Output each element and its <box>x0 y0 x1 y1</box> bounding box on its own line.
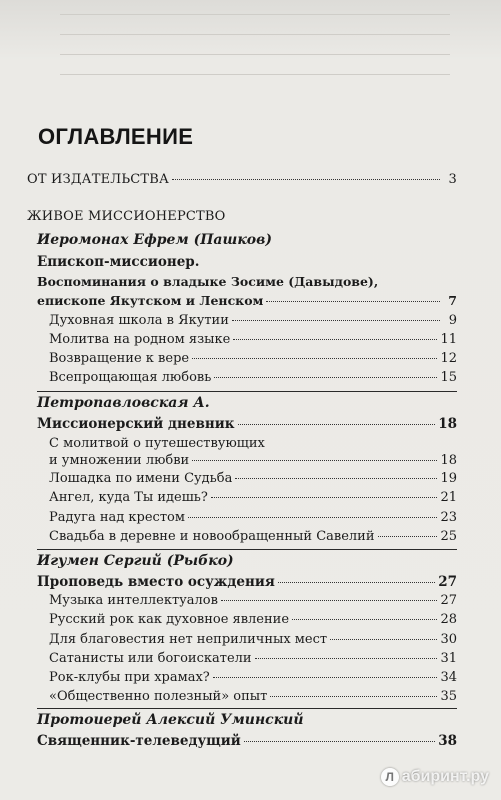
leader-dots <box>232 320 440 321</box>
page-number: 19 <box>440 471 457 486</box>
leader-dots <box>238 424 436 425</box>
section-divider <box>37 549 457 550</box>
page-number: 30 <box>440 632 457 647</box>
leader-dots <box>233 339 437 340</box>
page-number: 7 <box>448 293 457 308</box>
page-number: 3 <box>448 172 457 187</box>
bleed-through-line <box>60 54 450 55</box>
page-number: 18 <box>440 453 457 468</box>
toc-entry[interactable]: Молитва на родном языке 11 <box>49 332 457 347</box>
toc-entry[interactable]: Возвращение к вере 12 <box>49 351 457 366</box>
page-number: 12 <box>440 351 457 366</box>
toc-heading: ОГЛАВЛЕНИЕ <box>38 124 194 149</box>
page-number: 27 <box>440 593 457 608</box>
toc-entry[interactable]: Ангел, куда Ты идешь? 21 <box>49 490 457 505</box>
toc-entry[interactable]: епископе Якутском и Ленском 7 <box>37 293 457 308</box>
toc-entry-publisher[interactable] <box>27 172 457 187</box>
page-number: 15 <box>440 370 457 385</box>
toc-entry[interactable]: Русский рок как духовное явление 28 <box>49 612 457 627</box>
leader-dots <box>292 619 437 620</box>
toc-entry-line: С молитвой о путешествующих <box>49 436 265 451</box>
leader-dots <box>192 460 437 461</box>
page-number: 23 <box>440 510 457 525</box>
leader-dots <box>278 582 435 583</box>
toc-author: Протоиерей Алексий Уминский <box>37 712 304 728</box>
entry-title: ОТ ИЗДАТЕЛЬСТВА <box>27 172 170 187</box>
toc-section-heading <box>27 209 226 224</box>
section-title: ЖИВОЕ МИССИОНЕРСТВО <box>27 209 226 224</box>
watermark-text: абиринт.ру <box>401 768 489 785</box>
leader-dots <box>214 377 437 378</box>
toc-author: Игумен Сергий (Рыбко) <box>37 553 234 569</box>
page-number: 38 <box>438 733 457 749</box>
leader-dots <box>211 497 438 498</box>
page-number: 35 <box>440 689 457 704</box>
bleed-through-line <box>60 14 450 15</box>
page-number: 34 <box>440 670 457 685</box>
toc-entry[interactable]: Лошадка по имени Судьба 19 <box>49 471 457 486</box>
leader-dots <box>235 478 437 479</box>
leader-dots <box>172 179 440 180</box>
leader-dots <box>213 677 438 678</box>
toc-entry[interactable]: Духовная школа в Якутии 9 <box>49 313 457 328</box>
leader-dots <box>244 741 435 742</box>
page-number: 27 <box>438 574 457 590</box>
toc-work-subtitle: Воспоминания о владыке Зосиме (Давыдове), <box>37 274 379 289</box>
leader-dots <box>255 658 438 659</box>
toc-work-title[interactable]: Миссионерский дневник 18 <box>37 416 457 432</box>
leader-dots <box>378 536 438 537</box>
toc-entry[interactable]: и умножении любви 18 <box>49 453 457 468</box>
toc-entry[interactable]: «Общественно полезный» опыт 35 <box>49 689 457 704</box>
toc-work-title[interactable]: Епископ-миссионер. <box>37 254 200 270</box>
toc-entry[interactable]: Свадьба в деревне и новообращенный Савелий 25 <box>49 529 457 544</box>
toc-entry[interactable]: Сатанисты или богоискатели 31 <box>49 651 457 666</box>
toc-entry[interactable]: Музыка интеллектуалов 27 <box>49 593 457 608</box>
leader-dots <box>221 600 438 601</box>
toc-work-title[interactable]: Проповедь вместо осуждения 27 <box>37 574 457 590</box>
page-number: 9 <box>448 313 457 328</box>
leader-dots <box>270 696 437 697</box>
watermark-logo-icon: Л <box>381 768 399 786</box>
watermark <box>381 768 489 786</box>
toc-entry[interactable]: Радуга над крестом 23 <box>49 510 457 525</box>
page-number: 31 <box>440 651 457 666</box>
toc-entry[interactable]: Рок-клубы при храмах? 34 <box>49 670 457 685</box>
toc-entry[interactable]: Для благовестия нет неприличных мест 30 <box>49 632 457 647</box>
section-divider <box>37 708 457 709</box>
page-number: 28 <box>440 612 457 627</box>
toc-author: Иеромонах Ефрем (Пашков) <box>37 232 272 248</box>
page-number: 11 <box>440 332 457 347</box>
page-number: 18 <box>438 416 457 432</box>
toc-entry[interactable]: Всепрощающая любовь 15 <box>49 370 457 385</box>
toc-author: Петропавловская А. <box>37 395 210 411</box>
leader-dots <box>188 517 438 518</box>
bleed-through-line <box>60 74 450 75</box>
section-divider <box>37 391 457 392</box>
leader-dots <box>266 301 440 302</box>
leader-dots <box>330 639 437 640</box>
leader-dots <box>192 358 437 359</box>
page-number: 25 <box>440 529 457 544</box>
toc-work-title[interactable]: Священник-телеведущий 38 <box>37 733 457 749</box>
page-number: 21 <box>440 490 457 505</box>
bleed-through-line <box>60 34 450 35</box>
